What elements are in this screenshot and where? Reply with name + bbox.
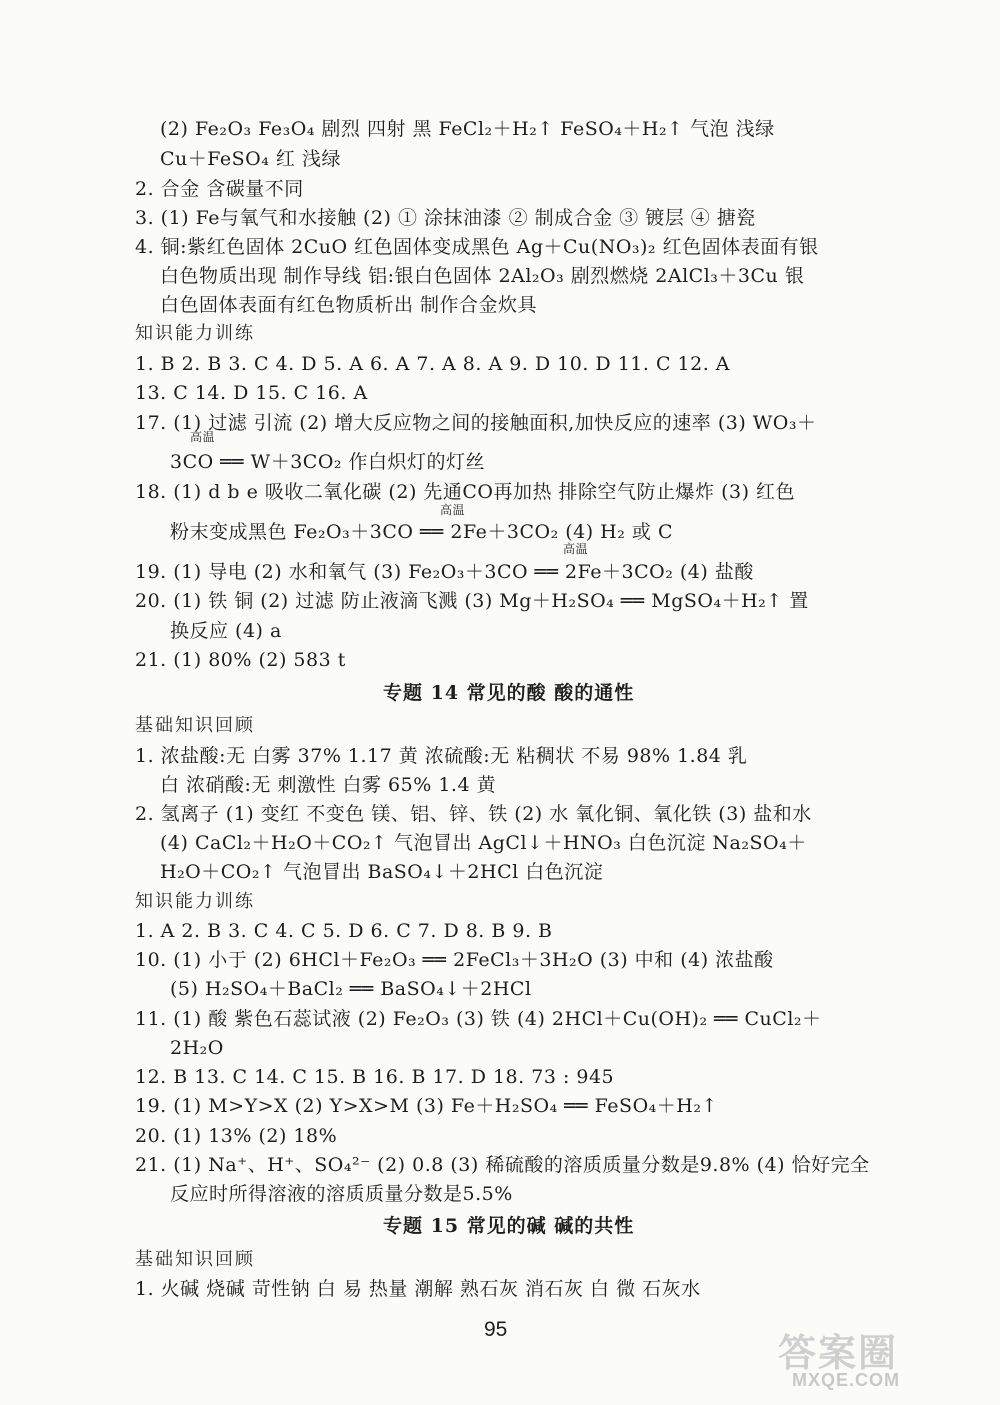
answer-line: 4. 铜:紫红色固体 2CuO 红色固体变成黑色 Ag＋Cu(NO₃)₂ 红色固体表面有银 [135, 236, 819, 258]
answer-line: 3. (1) Fe与氧气和水接触 (2) ① 涂抹油漆 ② 制成合金 ③ 镀层 ④ 搪瓷 [135, 207, 756, 229]
answer-line: 反应时所得溶液的溶质质量分数是5.5% [170, 1183, 513, 1205]
answer-line: 1. A 2. B 3. C 4. C 5. D 6. C 7. D 8. B 9. B [135, 920, 553, 942]
answer-line: 白 浓硝酸:无 刺激性 白雾 65% 1.4 黄 [160, 774, 497, 796]
page-number: 95 [484, 1318, 508, 1341]
reaction-condition: 高温 [440, 503, 466, 517]
reaction-condition: 高温 [190, 430, 216, 444]
answer-line: 2. 合金 含碳量不同 [135, 178, 304, 200]
answer-line: 21. (1) Na⁺、H⁺、SO₄²⁻ (2) 0.8 (3) 稀硫酸的溶质质量分数是9.8% (4) 恰好完全 [135, 1154, 870, 1176]
answer-line: 1. B 2. B 3. C 4. D 5. A 6. A 7. A 8. A 9. D 10. D 11. C 12. A [135, 353, 731, 375]
answer-line: 13. C 14. D 15. C 16. A [135, 382, 368, 404]
answer-line: (5) H₂SO₄＋BaCl₂ ══ BaSO₄↓＋2HCl [170, 978, 532, 1000]
answer-line: 19. (1) 导电 (2) 水和氧气 (3) Fe₂O₃＋3CO ══ 2Fe＋3CO₂ (4) 盐酸 [135, 561, 754, 583]
answer-line: 1. 火碱 烧碱 苛性钠 白 易 热量 潮解 熟石灰 消石灰 白 微 石灰水 [135, 1278, 701, 1300]
answer-line: 3CO ══ W＋3CO₂ 作白炽灯的灯丝 [170, 451, 486, 473]
answer-line: 12. B 13. C 14. C 15. B 16. B 17. D 18. 73 : 945 [135, 1066, 615, 1088]
answer-line: 19. (1) M>Y>X (2) Y>X>M (3) Fe＋H₂SO₄ ══ FeSO₄＋H₂↑ [135, 1095, 718, 1117]
answer-line: (2) Fe₂O₃ Fe₃O₄ 剧烈 四射 黑 FeCl₂＋H₂↑ FeSO₄＋H₂↑ 气泡 浅绿 [160, 118, 775, 140]
watermark-site: MXQE.COM [792, 1370, 901, 1390]
answer-line: 21. (1) 80% (2) 583 t [135, 649, 346, 671]
section-heading: 知识能力训练 [135, 323, 255, 344]
answer-line: (4) CaCl₂＋H₂O＋CO₂↑ 气泡冒出 AgCl↓＋HNO₃ 白色沉淀 Na₂SO₄＋ [160, 832, 807, 854]
answer-line: 20. (1) 铁 铜 (2) 过滤 防止液滴飞溅 (3) Mg＋H₂SO₄ ══ MgSO₄＋H₂↑ 置 [135, 590, 809, 612]
watermark-logo: 答案圈 [778, 1333, 899, 1375]
section-heading: 知识能力训练 [135, 891, 255, 912]
section-heading: 基础知识回顾 [135, 1249, 255, 1270]
answer-line: 白色固体表面有红色物质析出 制作合金炊具 [160, 294, 538, 316]
answer-line: 20. (1) 13% (2) 18% [135, 1125, 338, 1147]
answer-line: 1. 浓盐酸:无 白雾 37% 1.17 黄 浓硫酸:无 粘稠状 不易 98% 1.84 乳 [135, 745, 748, 767]
answer-line: 10. (1) 小于 (2) 6HCl＋Fe₂O₃ ══ 2FeCl₃＋3H₂O (3) 中和 (4) 浓盐酸 [135, 949, 774, 971]
answer-line: 换反应 (4) a [170, 620, 282, 642]
answer-line: Cu＋FeSO₄ 红 浅绿 [160, 148, 341, 170]
answer-line: 11. (1) 酸 紫色石蕊试液 (2) Fe₂O₃ (3) 铁 (4) 2HCl＋Cu(OH)₂ ══ CuCl₂＋ [135, 1008, 822, 1030]
answer-line: 2H₂O [170, 1037, 224, 1059]
section-title: 专题 15 常见的碱 碱的共性 [383, 1215, 635, 1237]
watermark [770, 1322, 970, 1392]
reaction-condition: 高温 [563, 542, 589, 556]
section-heading: 基础知识回顾 [135, 715, 255, 736]
answer-line: H₂O＋CO₂↑ 气泡冒出 BaSO₄↓＋2HCl 白色沉淀 [160, 861, 604, 883]
answer-line: 粉末变成黑色 Fe₂O₃＋3CO ══ 2Fe＋3CO₂ (4) H₂ 或 C [170, 521, 673, 543]
section-title: 专题 14 常见的酸 酸的通性 [383, 682, 635, 704]
answer-line: 2. 氢离子 (1) 变红 不变色 镁、铝、锌、铁 (2) 水 氧化铜、氧化铁 (3) 盐和水 [135, 803, 812, 825]
answer-line: 白色物质出现 制作导线 铝:银白色固体 2Al₂O₃ 剧烈燃烧 2AlCl₃＋3Cu 银 [160, 265, 805, 287]
answer-line: 17. (1) 过滤 引流 (2) 增大反应物之间的接触面积,加快反应的速率 (3) WO₃＋ [135, 412, 817, 434]
answer-line: 18. (1) d b e 吸收二氧化碳 (2) 先通CO再加热 排除空气防止爆炸 (3) 红色 [135, 481, 796, 503]
